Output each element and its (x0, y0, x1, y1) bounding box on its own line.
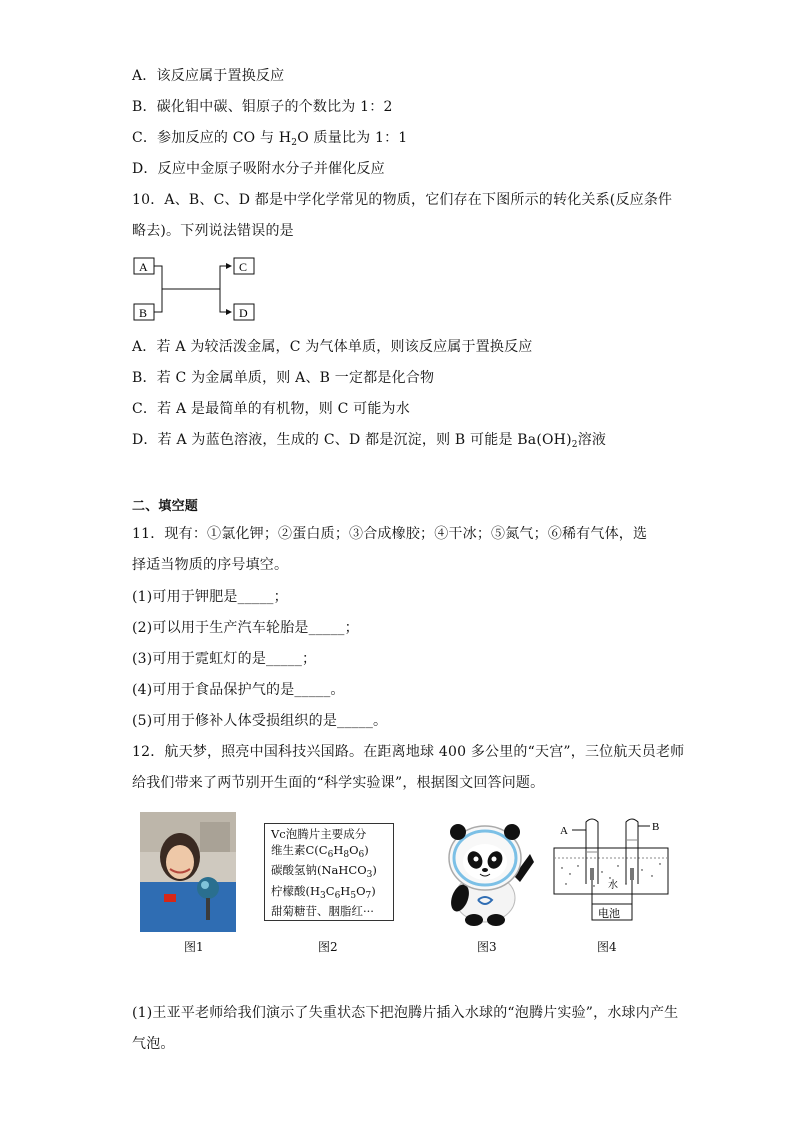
q11-part-4: (4)可用于食品保护气的是_____。 (132, 682, 345, 698)
box-a-label: A (139, 260, 148, 274)
q10-option-a: A．若 A 为较活泼金属，C 为气体单质，则该反应属于置换反应 (132, 339, 533, 355)
fig4-label-a: A (560, 825, 568, 837)
q11-part-1: (1)可用于钾肥是_____； (132, 589, 288, 605)
fig3-panda-mascot-image (430, 816, 540, 928)
fig1-astronaut-photo (140, 812, 236, 932)
q12-stem-line2: 给我们带来了两节别开生面的“科学实验课”，根据图文回答问题。 (132, 775, 545, 791)
q12-part-1-line2: 气泡。 (132, 1036, 175, 1052)
fig4-battery-label: 电池 (598, 907, 620, 920)
q11-part-2: (2)可以用于生产汽车轮胎是_____； (132, 620, 359, 636)
fig2-ingredients-box (264, 823, 394, 921)
q10-option-b: B．若 C 为金属单质，则 A、B 一定都是化合物 (132, 370, 435, 386)
fig2-line3: 碳酸氢钠(NaHCO$_3$) (271, 863, 377, 880)
q9-option-a: A．该反应属于置换反应 (132, 68, 285, 84)
q10-stem-line1: 10．A、B、C、D 都是中学化学常见的物质，它们存在下图所示的转化关系(反应条件 (132, 192, 673, 208)
caption-fig4: 图4 (597, 940, 617, 954)
q9-option-c: C．参加反应的 CO 与 $H_2O$ 质量比为 1：1 (132, 130, 408, 148)
q11-part-3: (3)可用于霓虹灯的是_____； (132, 651, 317, 667)
q11-part-5: (5)可用于修补人体受损组织的是_____。 (132, 713, 388, 729)
fig2-line5: 甜菊糖苷、胭脂红··· (271, 904, 374, 918)
box-c-label: C (239, 260, 248, 274)
fig2-line2: 维生素$C(C_6H_8O_6)$ (271, 842, 369, 860)
q12-stem-line1: 12．航天梦，照亮中国科技兴国路。在距离地球 400 多公里的“天宫”，三位航天员老师 (132, 744, 685, 760)
box-b-label: B (139, 306, 148, 320)
q10-conversion-diagram (130, 254, 260, 324)
fig4-electrolysis-apparatus (552, 816, 672, 930)
q10-option-c: C．若 A 是最简单的有机物，则 C 可能为水 (132, 401, 410, 417)
arrow-to-c (220, 266, 231, 289)
section-title: 二、填空题 (132, 499, 199, 514)
q11-stem-line1: 11．现有：①氯化钾；②蛋白质；③合成橡胶；④干冰；⑤氮气；⑥稀有气体，选 (132, 526, 648, 542)
fig4-label-b: B (652, 821, 660, 833)
q9-option-b: B．碳化钼中碳、钼原子的个数比为 1：2 (132, 99, 393, 115)
caption-fig2: 图2 (318, 940, 338, 954)
fig2-line1: Vc泡腾片主要成分 (271, 827, 367, 841)
connector-a (154, 266, 162, 312)
fig2-line4: 柠檬酸$(H_3C_6H_5O_7)$ (271, 883, 376, 901)
q10-option-d: D．若 A 为蓝色溶液，生成的 C、D 都是沉淀，则 B 可能是 $Ba(OH)_2$溶液 (132, 432, 607, 450)
box-d-label: D (239, 306, 248, 320)
arrow-to-d (220, 289, 231, 312)
fig4-water-label: 水 (608, 880, 618, 891)
caption-fig3: 图3 (477, 940, 497, 954)
q10-stem-line2: 略去)。下列说法错误的是 (132, 223, 294, 239)
q9-option-d: D．反应中金原子吸附水分子并催化反应 (132, 161, 385, 177)
q11-stem-line2: 择适当物质的序号填空。 (132, 557, 289, 573)
q12-part-1-line1: (1)王亚平老师给我们演示了失重状态下把泡腾片插入水球的“泡腾片实验”，水球内产生 (132, 1005, 679, 1021)
caption-fig1: 图1 (184, 940, 204, 954)
